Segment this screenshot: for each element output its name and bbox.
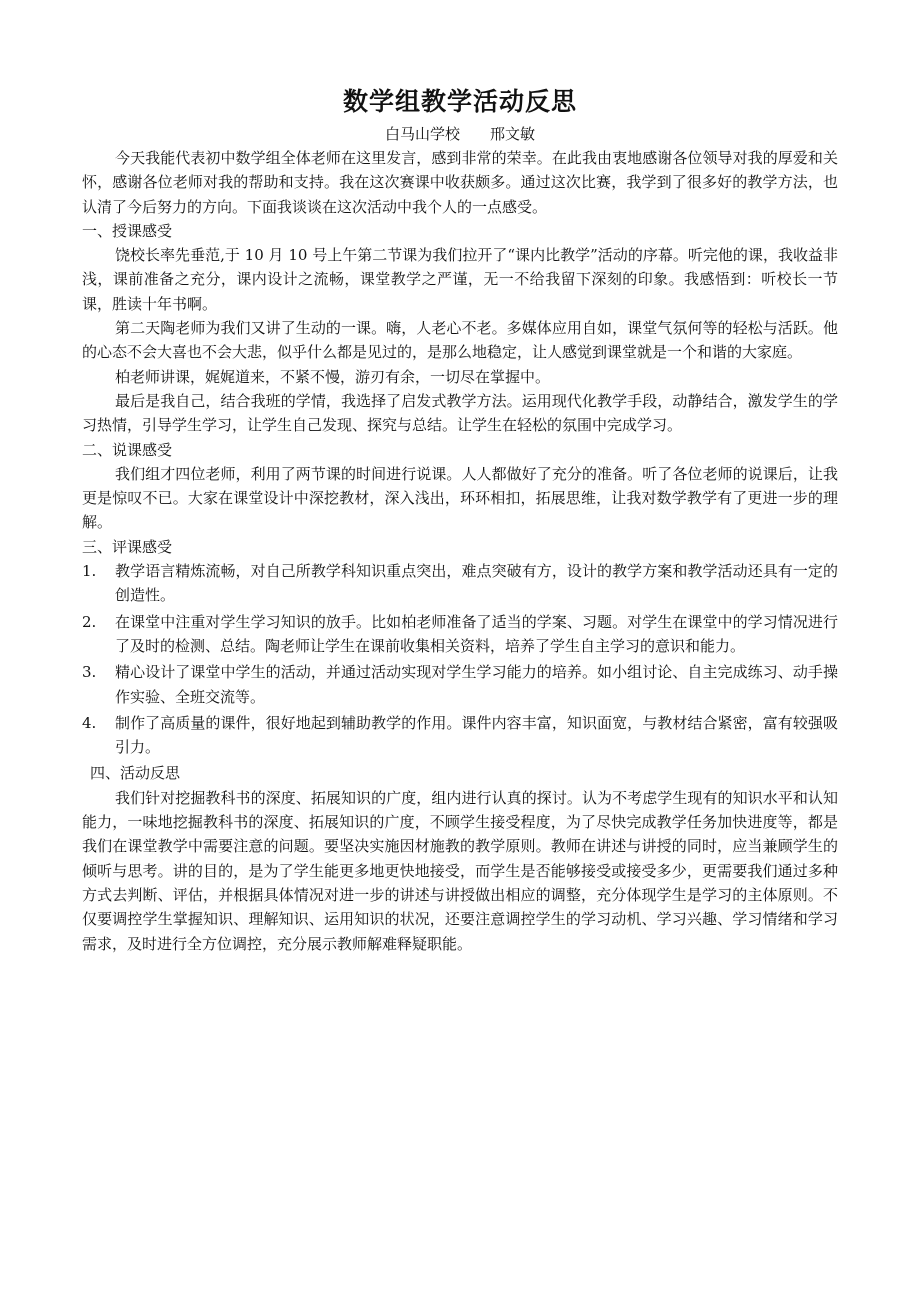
- paragraph: 我们针对挖掘教科书的深度、拓展知识的广度，组内进行认真的探讨。认为不考虑学生现有的知识水平和认知能力，一味地挖掘教科书的深度、拓展知识的广度，不顾学生接受程度，为了尽快完成教学任务加快进度等，都是我们在课堂教学中需要注意的问题。要坚决实施因材施教的教学原则。教师在讲述与讲授的同时，应当兼顾学生的倾听与思考。讲的目的，是为了学生能更多地更快地接受，而学生是否能够接受或接受多少，更需要我们通过多种方式去判断、评估，并根据具体情况对进一步的讲述与讲授做出相应的调整，充分体现学生是学习的主体原则。不仅要调控学生掌握知识、理解知识、运用知识的状况，还要注意调控学生的学习动机、学习兴趣、学习情绪和学习需求，及时进行全方位调控，充分展示教师解难释疑职能。: [82, 788, 838, 953]
- list-item: [82, 610, 838, 659]
- document-page: [82, 82, 838, 956]
- list-item-text: 精心设计了课堂中学生的活动，并通过活动实现对学生学习能力的培养。如小组讨论、自主完成练习、动手操作实验、全班交流等。: [115, 663, 838, 706]
- byline: [82, 122, 838, 146]
- document-title: 数学组教学活动反思: [342, 87, 577, 116]
- paragraph: 我们组才四位老师，利用了两节课的时间进行说课。人人都做好了充分的准备。听了各位老师的说课后，让我更是惊叹不已。大家在课堂设计中深挖教材，深入浅出，环环相扣，拓展思维，让我对数学教学有了更进一步的理解。: [82, 464, 838, 532]
- section-heading-teaching: 一、授课感受: [82, 221, 173, 240]
- list-item: [82, 660, 838, 709]
- review-list: [82, 559, 838, 759]
- school-name: 白马山学校: [384, 125, 460, 143]
- paragraph: 饶校长率先垂范,于 10 月 10 号上午第二节课为我们拉开了“课内比教学”活动的序幕。听完他的课，我收益非浅，课前准备之充分，课内设计之流畅，课堂教学之严谨，无一不给我留下深刻的印象。我感悟到：听校长一节课，胜读十年书啊。: [82, 246, 838, 313]
- section-heading-lesson-talk: 二、说课感受: [82, 440, 173, 459]
- list-item-number: 1.: [82, 562, 97, 581]
- list-item-text: 制作了高质量的课件，很好地起到辅助教学的作用。课件内容丰富，知识面宽，与教材结合紧密，富有较强吸引力。: [115, 713, 838, 757]
- list-item-text: 在课堂中注重对学生学习知识的放手。比如柏老师准备了适当的学案、习题。对学生在课堂中的学习情况进行了及时的检测、总结。陶老师让学生在课前收集相关资料，培养了学生自主学习的意识和能力。: [115, 612, 838, 655]
- paragraph: 第二天陶老师为我们又讲了生动的一课。嗨，人老心不老。多媒体应用自如，课堂气氛何等的轻松与活跃。他的心态不会大喜也不会大悲，似乎什么都是见过的，是那么地稳定，让人感觉到课堂就是一个和谐的大家庭。: [82, 319, 838, 362]
- list-item: [82, 559, 838, 608]
- list-item-text: 教学语言精炼流畅，对自己所教学科知识重点突出，难点突破有方，设计的教学方案和教学活动还具有一定的创造性。: [115, 562, 838, 605]
- section-heading-reflection: 四、活动反思: [90, 764, 181, 783]
- list-item-number: 4.: [82, 713, 97, 732]
- paragraph: 最后是我自己，结合我班的学情，我选择了启发式教学方法。运用现代化教学手段，动静结合，激发学生的学习热情，引导学生学习，让学生自己发现、探究与总结。让学生在轻松的氛围中完成学习。: [82, 391, 838, 435]
- list-item: [82, 711, 838, 760]
- list-item-number: 3.: [82, 663, 97, 682]
- intro-paragraph: 今天我能代表初中数学组全体老师在这里发言，感到非常的荣幸。在此我由衷地感谢各位领导对我的厚爱和关怀，感谢各位老师对我的帮助和支持。我在这次赛课中收获颇多。通过这次比赛，我学到了很多好的教学方法，也认清了今后努力的方向。下面我谈谈在这次活动中我个人的一点感受。: [82, 149, 838, 216]
- list-item-number: 2.: [82, 612, 97, 631]
- author-name: 邢文敏: [490, 125, 536, 143]
- paragraph: 柏老师讲课，娓娓道来，不紧不慢，游刃有余，一切尽在掌握中。: [115, 367, 551, 386]
- section-heading-review: 三、评课感受: [82, 537, 173, 556]
